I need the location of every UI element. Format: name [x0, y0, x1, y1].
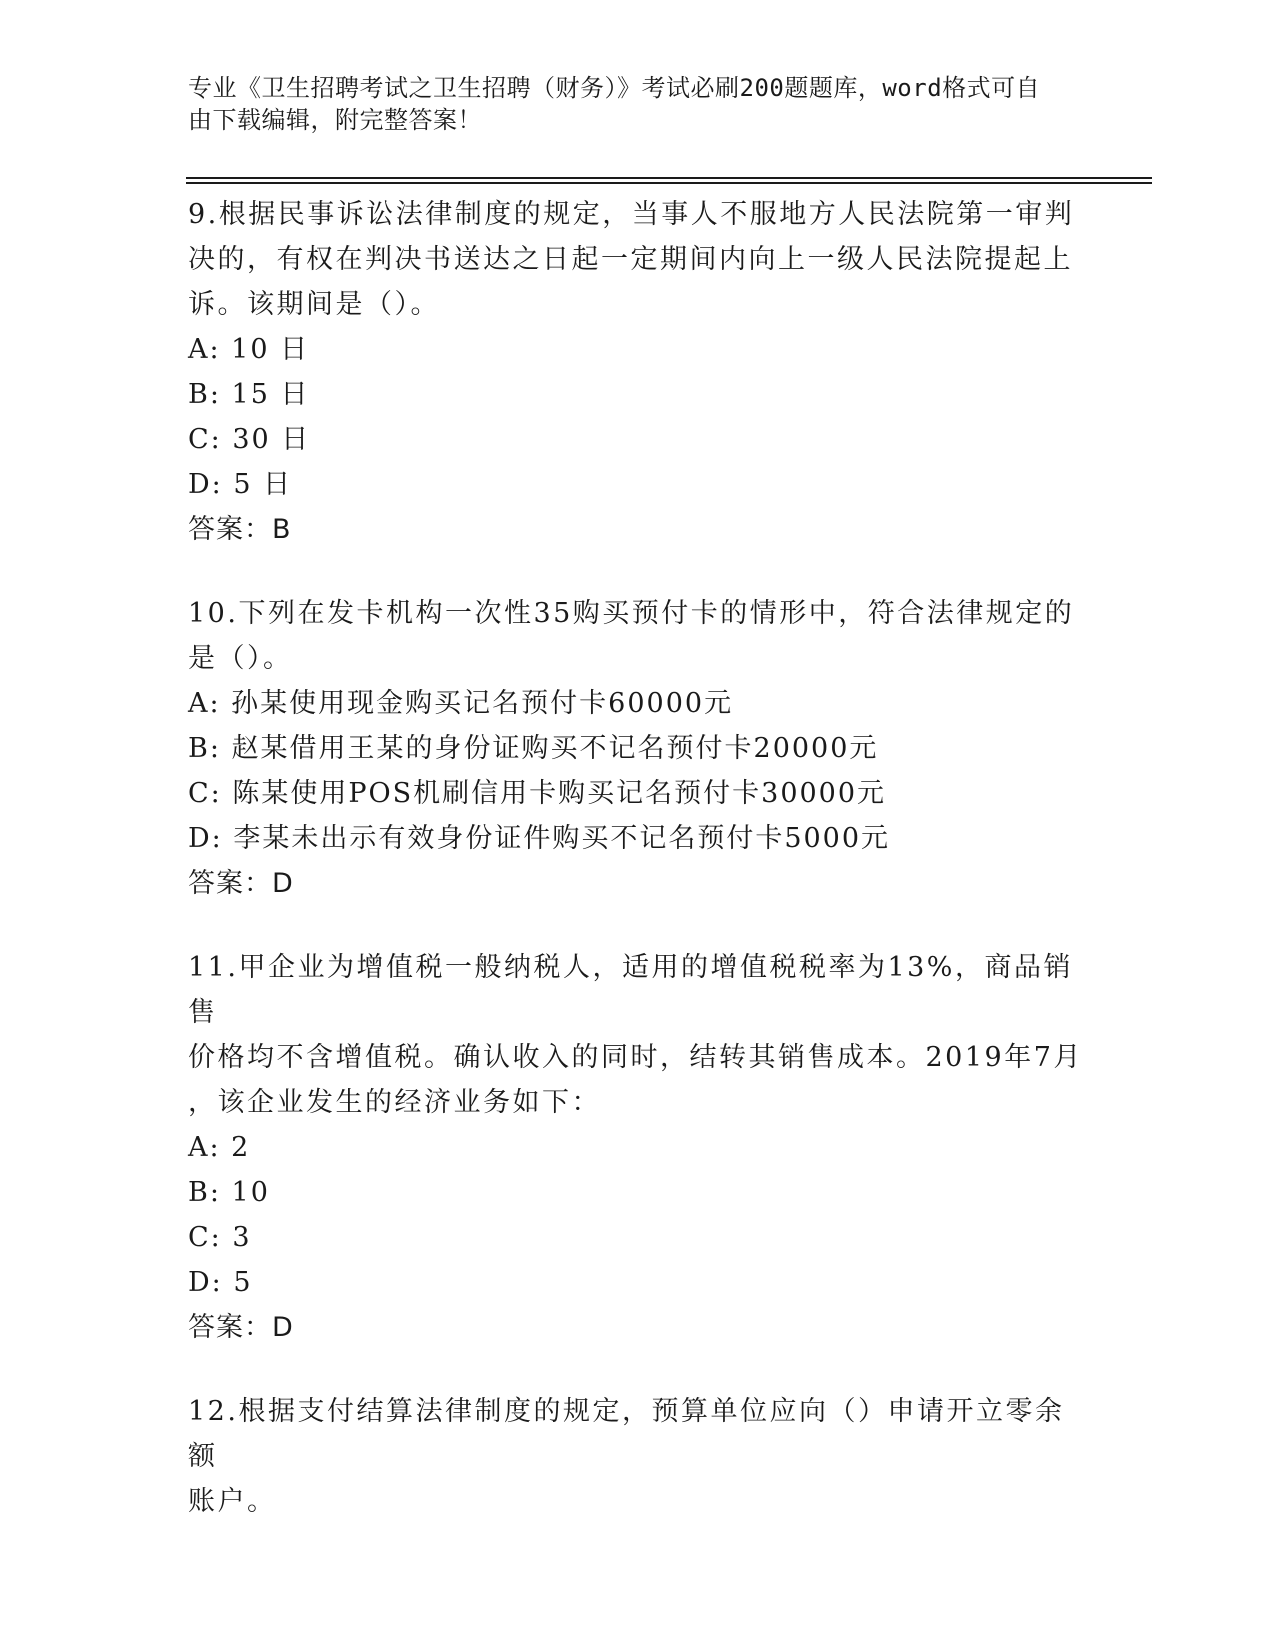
- header-divider-bottom: [186, 182, 1152, 184]
- question-block: [188, 1389, 1088, 1524]
- question-block: [188, 591, 1088, 907]
- document-header: [188, 72, 1068, 136]
- answer-option: B: 赵某借用王某的身份证购买不记名预付卡20000元: [188, 733, 879, 764]
- question-stem-line: 是（）。: [188, 643, 293, 674]
- question-block: [188, 945, 1088, 1351]
- answer-option: B: 15 日: [188, 379, 310, 410]
- question-stem-line: 决的，有权在判决书送达之日起一定期间内向上一级人民法院提起上: [188, 244, 1073, 275]
- answer-option: D: 5: [188, 1267, 253, 1298]
- answer-key: 答案：B: [188, 514, 292, 545]
- answer-option: D: 5 日: [188, 469, 293, 500]
- answer-option: A: 2: [188, 1132, 251, 1163]
- header-line-2: 由下载编辑，附完整答案！: [188, 106, 482, 134]
- question-stem-line: 账户。: [188, 1486, 277, 1517]
- question-stem-line: 12.根据支付结算法律制度的规定，预算单位应向（）申请开立零余额: [188, 1396, 1065, 1472]
- question-block: [188, 192, 1088, 553]
- answer-key: 答案：D: [188, 868, 294, 899]
- answer-option: B: 10: [188, 1177, 270, 1208]
- question-stem-line: 9.根据民事诉讼法律制度的规定，当事人不服地方人民法院第一审判: [188, 199, 1075, 230]
- answer-option: C: 3: [188, 1222, 252, 1253]
- question-stem-line: 价格均不含增值税。确认收入的同时，结转其销售成本。2019年7月: [188, 1042, 1083, 1073]
- answer-option: D: 李某未出示有效身份证件购买不记名预付卡5000元: [188, 823, 891, 854]
- answer-option: A: 10 日: [188, 334, 310, 365]
- header-divider-top: [186, 177, 1152, 179]
- question-stem-line: ，该企业发生的经济业务如下：: [188, 1087, 601, 1118]
- question-list: [188, 192, 1088, 1562]
- question-stem-line: 诉。该期间是（）。: [188, 289, 440, 320]
- header-line-1: 专业《卫生招聘考试之卫生招聘（财务）》考试必刷200题题库，word格式可自: [188, 74, 1041, 102]
- answer-option: C: 30 日: [188, 424, 311, 455]
- question-stem-line: 10.下列在发卡机构一次性35购买预付卡的情形中，符合法律规定的: [188, 598, 1075, 629]
- answer-key: 答案：D: [188, 1312, 294, 1343]
- answer-option: A: 孙某使用现金购买记名预付卡60000元: [188, 688, 734, 719]
- answer-option: C: 陈某使用POS机刷信用卡购买记名预付卡30000元: [188, 778, 887, 809]
- question-stem-line: 11.甲企业为增值税一般纳税人，适用的增值税税率为13%，商品销售: [188, 952, 1073, 1028]
